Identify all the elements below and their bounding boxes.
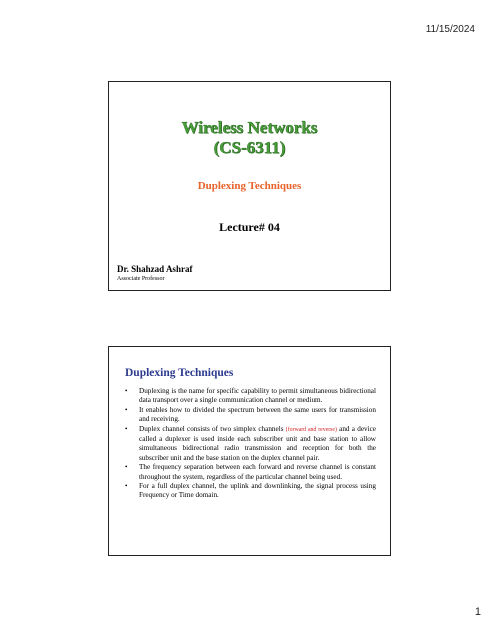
title-line-2: (CS-6311) [213, 138, 286, 157]
slide-heading: Duplexing Techniques [125, 367, 234, 379]
bullet-text: The frequency separation between each forward and reverse channel is constant throughout the system, regardless of the particular channel being used. [139, 463, 376, 481]
bullet-text: Duplexing is the name for specific capability to permit simultaneous bidirectional data transport over a single communication channel or medium. [139, 387, 376, 405]
bullet-list [125, 387, 376, 501]
bullet-icon: • [125, 482, 128, 491]
print-date: 11/15/2024 [425, 24, 475, 35]
bullet-icon: • [125, 463, 128, 472]
bullet-icon: • [125, 424, 128, 433]
title-line-1: Wireless Networks [181, 118, 318, 137]
slide-subtitle: Duplexing Techniques [197, 180, 302, 192]
slide-title [108, 81, 391, 291]
slide-content [108, 346, 391, 556]
bullet-text-pre: Duplex channel consists of two simplex channels [139, 424, 286, 433]
list-item [125, 406, 376, 425]
page-number: 1 [474, 606, 481, 618]
list-item [125, 425, 376, 464]
bullet-highlight: (forward and reverse) [285, 426, 337, 433]
bullet-icon: • [125, 387, 128, 395]
lecture-number: Lecture# 04 [219, 220, 280, 234]
bullet-text: For a full duplex channel, the uplink and downlinking, the signal process using Frequency or Time domain. [139, 482, 376, 500]
list-item [125, 387, 376, 406]
bullet-text-post: and a device called a duplexer is used inside each subscriber unit and base station to allow simultaneous bidirectional radio transmission and reception for both the subscriber unit and the base station on the duplex channel pair. [139, 424, 376, 462]
slide-title-heading [109, 118, 390, 158]
list-item [125, 482, 376, 501]
bullet-text: It enables how to divided the spectrum between the same users for transmission and receiving. [139, 405, 376, 424]
author-role: Associate Professor [117, 276, 165, 282]
author-name: Dr. Shahzad Ashraf [117, 264, 193, 274]
list-item [125, 463, 376, 482]
bullet-icon: • [125, 405, 128, 414]
